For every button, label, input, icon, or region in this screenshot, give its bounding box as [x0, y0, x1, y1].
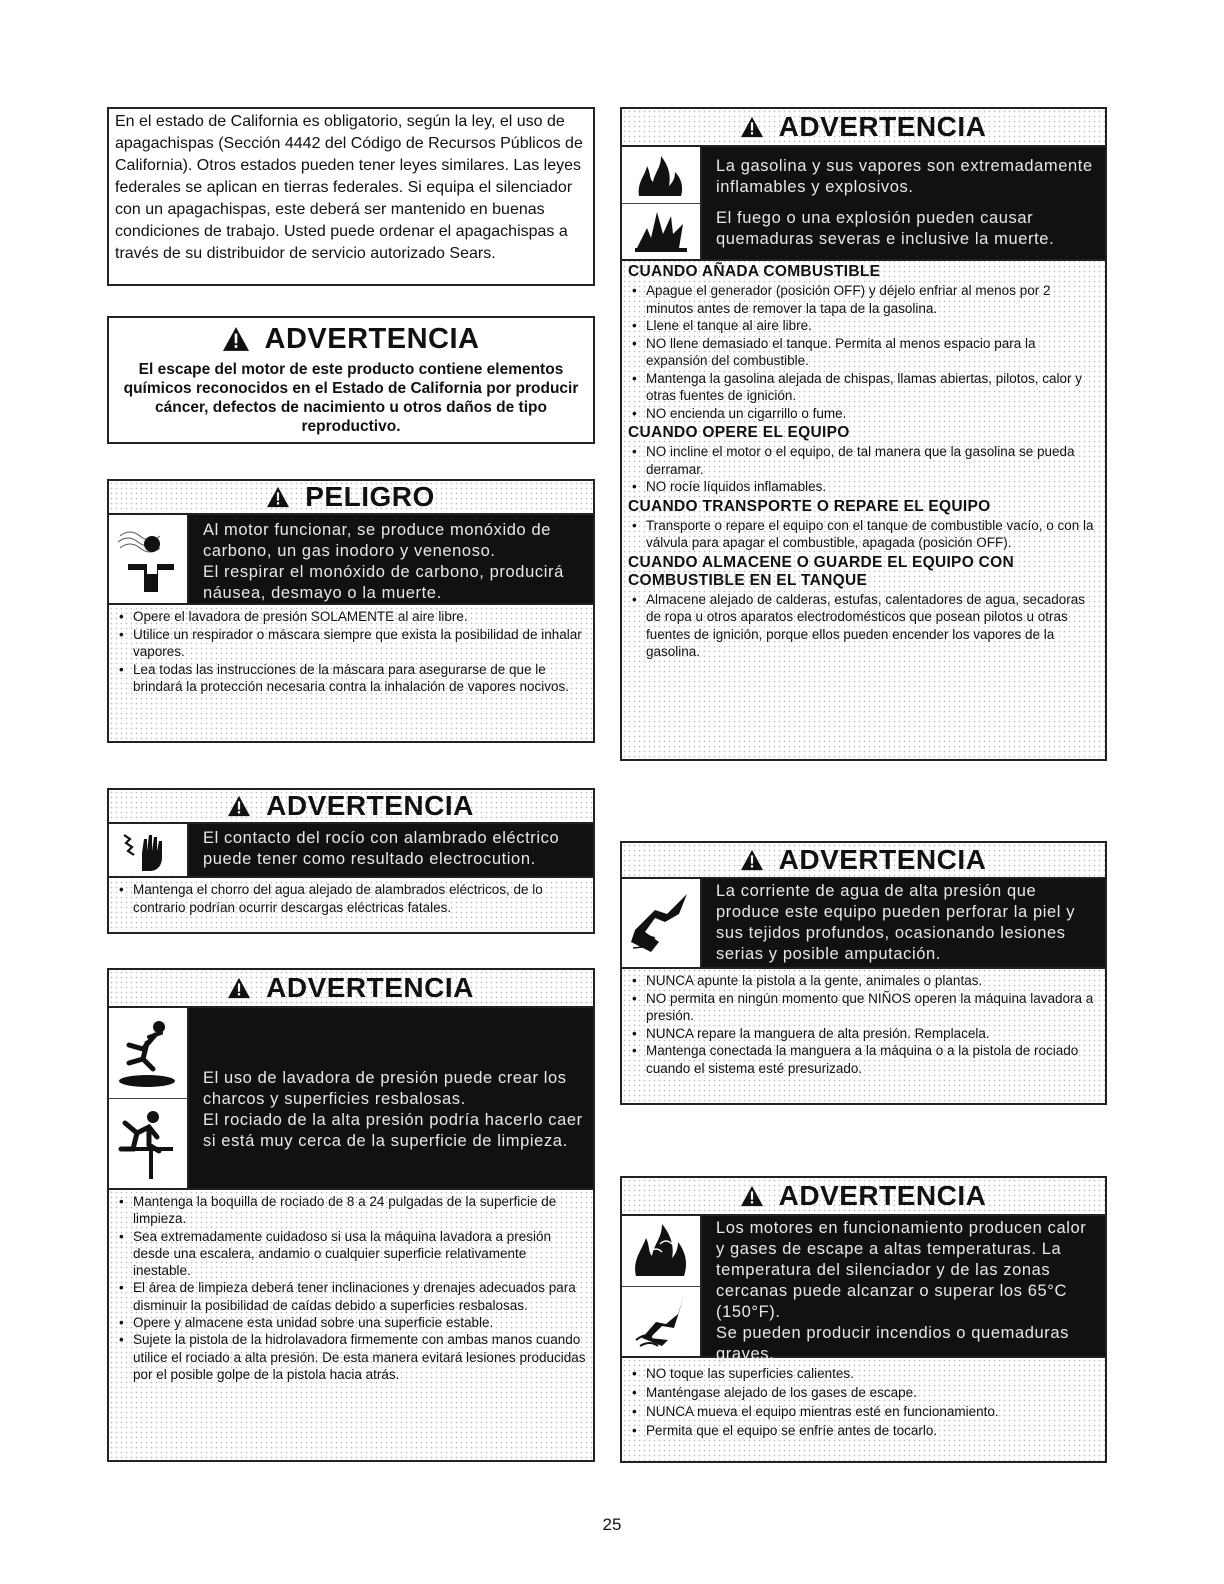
warning-triangle-icon [223, 327, 249, 351]
fuel-message [702, 147, 1105, 259]
list-item: • NO toque las superficies calientes. [630, 1364, 1099, 1383]
page-number: 25 [602, 1515, 622, 1534]
list-item: • Sujete la pistola de la hidrolavadora firmemente con ambas manos cuando utilice el rociado a alta presión. De esta manera evitará lesiones producidas por el posible golpe de la pistola hacia atrás. [117, 1331, 587, 1383]
peligro-header [109, 481, 593, 513]
peligro-line-2: El respirar el monóxido de carbono, producirá náusea, desmayo o la muerte. [203, 563, 564, 602]
list-item: • Transporte o repare el equipo con el tanque de combustible vacío, o con la válvula para apagar el combustible, apagada (posición OFF). [630, 517, 1099, 552]
hot-line-1: Los motores en funcionamiento producen calor y gases de escape a altas temperaturas. La temperatura del silenciador y de las zonas cercanas puede alcanzar o superar los 65°C (150°F). [716, 1219, 1087, 1321]
highpressure-pictograms [622, 879, 702, 967]
electro-header [109, 790, 593, 822]
burn-hazard-icon [622, 1287, 702, 1357]
hot-pictograms [622, 1216, 702, 1356]
warning-triangle-icon [267, 486, 289, 508]
peligro-message [189, 515, 593, 603]
warning-triangle-icon [741, 849, 763, 871]
highpressure-title: ADVERTENCIA [778, 844, 987, 875]
fuel-warning-box [620, 107, 1107, 761]
list-item: • Manténgase alejado de los gases de escape. [630, 1383, 1099, 1402]
explosion-icon [622, 204, 702, 260]
warning-triangle-icon [228, 795, 250, 817]
list-item: • Mantenga el chorro del agua alejado de alambrados eléctricos, de lo contrario podrían ocurrir descargas eléctricas fatales. [117, 881, 587, 916]
electro-signal [109, 822, 593, 878]
prop65-header [109, 318, 593, 360]
slip-title: ADVERTENCIA [266, 972, 474, 1003]
high-pressure-injection-icon [622, 879, 702, 967]
list-item: • Mantenga la boquilla de rociado de 8 a 24 pulgadas de la superficie de limpieza. [117, 1193, 587, 1228]
slip-line-1: El uso de lavadora de presión puede crear los charcos y superficies resbalosas. [203, 1069, 567, 1108]
highpressure-header [622, 843, 1105, 877]
electric-shock-hand-icon [109, 824, 189, 876]
peligro-bullets [109, 605, 593, 700]
fuel-section-3-bullets [622, 516, 1105, 552]
electro-title: ADVERTENCIA [266, 790, 474, 821]
fuel-line-2: El fuego o una explosión pueden causar quemaduras severas e inclusive la muerte. [716, 209, 1055, 248]
list-item: • NO permita en ningún momento que NIÑOS operen la máquina lavadora a presión. [630, 990, 1099, 1025]
list-item: • NO rocíe líquidos inflamables. [630, 478, 1099, 496]
electro-bullets [109, 878, 593, 920]
fuel-section-heading: CUANDO ALMACENE O GUARDE EL EQUIPO CON COMBUSTIBLE EN EL TANQUE [628, 553, 1015, 589]
fuel-section-heading: CUANDO TRANSPORTE O REPARE EL EQUIPO [628, 497, 991, 515]
highpressure-message [702, 879, 1105, 967]
electro-message [189, 824, 593, 876]
list-item: • NO llene demasiado el tanque. Permita al menos espacio para la expansión del combustible. [630, 335, 1099, 370]
fuel-section-heading: CUANDO AÑADA COMBUSTIBLE [628, 263, 881, 280]
california-note-box [107, 107, 595, 286]
slip-line-2: El rociado de la alta presión podría hacerlo caer si está muy cerca de la superficie de limpieza. [203, 1111, 583, 1150]
peligro-title: PELIGRO [305, 481, 435, 512]
fuel-title: ADVERTENCIA [778, 111, 987, 142]
slip-pictograms [109, 1008, 189, 1188]
list-item: • El área de limpieza deberá tener inclinaciones y drenajes adecuados para disminuir la posibilidad de caídas debido a superficies resbalosas. [117, 1279, 587, 1314]
peligro-signal [109, 513, 593, 605]
hot-bullets [622, 1358, 1105, 1444]
fuel-section-heading: CUANDO OPERE EL EQUIPO [628, 424, 850, 441]
hot-header [622, 1178, 1105, 1214]
warning-triangle-icon [741, 116, 763, 138]
prop65-warning-box [107, 316, 595, 444]
hot-surface-warning-box [620, 1176, 1107, 1463]
electro-pictograms [109, 824, 189, 876]
list-item: • Sea extremadamente cuidadoso si usa la máquina lavadora a presión desde una escalera, andamio o cualquier superficie relativamente inestable. [117, 1228, 587, 1280]
highpressure-signal [622, 877, 1105, 969]
list-item: • NUNCA apunte la pistola a la gente, animales o plantas. [630, 972, 1099, 990]
list-item: • Permita que el equipo se enfríe antes de tocarlo. [630, 1421, 1099, 1440]
hot-signal [622, 1214, 1105, 1363]
fuel-section-2-bullets [622, 442, 1105, 496]
list-item: • Llene el tanque al aire libre. [630, 317, 1099, 335]
list-item: • Opere el lavadora de presión SOLAMENTE al aire libre. [117, 608, 587, 626]
fuel-section-1-bullets [622, 281, 1105, 422]
hot-line-2: Se pueden producir incendios o quemaduras graves. [716, 1324, 1069, 1363]
hot-title: ADVERTENCIA [778, 1180, 987, 1211]
peligro-pictograms [109, 515, 189, 603]
list-item: • Opere y almacene esta unidad sobre una superficie estable. [117, 1314, 587, 1331]
list-item: • NO incline el motor o el equipo, de tal manera que la gasolina se pueda derramar. [630, 443, 1099, 478]
list-item: • Lea todas las instrucciones de la máscara para asegurarse de que le brindará la protección necesaria contra la inhalación de vapores nocivos. [117, 661, 587, 696]
peligro-line-1: Al motor funcionar, se produce monóxido de carbono, un gas inodoro y venenoso. [203, 521, 552, 560]
hot-surface-icon [622, 1216, 702, 1287]
list-item: • Mantenga la gasolina alejada de chispas, llamas abiertas, pilotos, calor y otras fuentes de ignición. [630, 370, 1099, 405]
list-item: • Utilice un respirador o máscara siempre que exista la posibilidad de inhalar vapores. [117, 626, 587, 661]
slip-warning-box [107, 968, 595, 1462]
highpressure-line-1: La corriente de agua de alta presión que produce este equipo pueden perforar la piel y sus tejidos profundos, ocasionando lesiones serias y posible amputación. [716, 882, 1076, 963]
fuel-signal [622, 145, 1105, 261]
list-item: • Apague el generador (posición OFF) y déjelo enfriar al menos por 2 minutos antes de remover la tapa de la gasolina. [630, 282, 1099, 317]
fuel-line-1: La gasolina y sus vapores son extremadamente inflamables y explosivos. [716, 157, 1093, 196]
fuel-pictograms [622, 147, 702, 259]
warning-triangle-icon [741, 1185, 763, 1207]
slip-header [109, 970, 593, 1006]
fire-icon [622, 147, 702, 204]
fuel-header [622, 109, 1105, 145]
breathing-hazard-icon [109, 515, 189, 603]
list-item: • NUNCA repare la manguera de alta presión. Remplacela. [630, 1025, 1099, 1043]
electrocution-warning-box [107, 788, 595, 934]
fall-hazard-icon [109, 1099, 189, 1189]
prop65-title: ADVERTENCIA [264, 322, 480, 355]
hot-message [702, 1216, 1105, 1363]
slip-bullets [109, 1190, 593, 1387]
california-note-text: En el estado de California es obligatorio, según la ley, el uso de apagachispas (Sección 4442 del Código de Recursos Públicos de California). Otros estados pueden tener leyes similares. Las leyes federales se aplican en tierras federales. Si equipa el silenciador con un apagachispas, este deberá ser mantenido en buenas condiciones de trabajo. Usted puede ordenar el apagachispas a través de su distribuidor de servicio autorizado Sears. [115, 113, 583, 262]
slip-hazard-icon [109, 1008, 189, 1099]
list-item: • NUNCA mueva el equipo mientras esté en funcionamiento. [630, 1402, 1099, 1421]
high-pressure-warning-box [620, 841, 1107, 1105]
electro-line-1: El contacto del rocío con alambrado eléctrico puede tener como resultado electrocution. [203, 829, 560, 868]
list-item: • Mantenga conectada la manguera a la máquina o a la pistola de rociado cuando el sistema esté presurizado. [630, 1042, 1099, 1077]
peligro-warning-box [107, 479, 595, 743]
list-item: • Almacene alejado de calderas, estufas, calentadores de agua, secadoras de ropa u otros aparatos electrodomésticos que posean pilotos u otras fuentes de ignición, porque ellos pueden encender los vapores de la gasolina. [630, 591, 1099, 661]
slip-message [189, 1008, 593, 1188]
fuel-section-4-bullets [622, 590, 1105, 665]
warning-triangle-icon [228, 977, 250, 999]
list-item: • NO encienda un cigarrillo o fume. [630, 405, 1099, 423]
highpressure-bullets [622, 969, 1105, 1081]
slip-signal [109, 1006, 593, 1190]
prop65-text: El escape del motor de este producto contiene elementos químicos reconocidos en el Estado de California por producir cáncer, defectos de nacimiento u otros daños de tipo reproductivo. [123, 361, 579, 435]
